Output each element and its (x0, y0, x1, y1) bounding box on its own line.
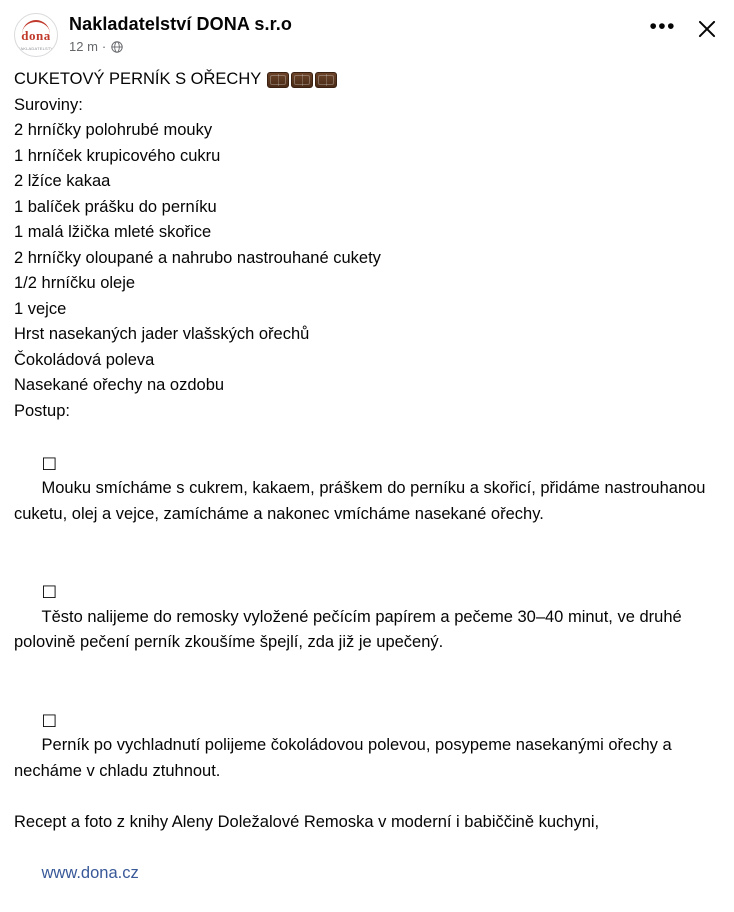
ingredient-item: 1/2 hrníčku oleje (14, 274, 136, 292)
recipe-title: CUKETOVÝ PERNÍK S OŘECHY (14, 70, 262, 88)
post-meta (69, 39, 647, 55)
ingredient-item: 2 lžíce kakaa (14, 172, 111, 190)
method-bullet-icon: □ (41, 452, 63, 472)
post-header (0, 0, 734, 61)
source-link-line (14, 835, 720, 912)
ingredient-item: Čokoládová poleva (14, 350, 155, 369)
avatar-arc-decoration (22, 20, 50, 34)
recipe-title-line (14, 67, 720, 93)
ingredient-item: 2 hrníčky polohrubé mouky (14, 121, 213, 139)
chocolate-bar-icon (267, 72, 289, 88)
method-step (14, 553, 720, 682)
close-icon[interactable] (696, 18, 718, 40)
method-heading: Postup: (14, 401, 70, 420)
ellipsis-icon[interactable]: ••• (649, 15, 676, 38)
method-step-text: Mouku smícháme s cukrem, kakaem, práškem do perníku a skořicí, přidáme nastrouhanou cuketu, olej a vejce, zamícháme a nakonec vmícháme nasekané ořechy. (14, 479, 711, 523)
ingredient-item: 1 vejce (14, 299, 67, 318)
post-header-actions (647, 12, 720, 40)
meta-separator: · (101, 39, 107, 54)
page-name[interactable]: Nakladatelství DONA s.r.o (69, 14, 292, 34)
chocolate-bar-emoji-group (267, 72, 337, 88)
ingredients-heading: Suroviny: (14, 95, 83, 114)
method-step (14, 424, 720, 553)
avatar[interactable] (14, 13, 58, 57)
post-header-text (69, 12, 647, 55)
globe-icon[interactable] (111, 41, 123, 53)
avatar-logo-text: dona (21, 27, 51, 43)
website-link[interactable]: www.dona.cz (41, 863, 139, 882)
ingredient-item: 2 hrníčky oloupané a nahrubo nastrouhané cukety (14, 248, 381, 267)
method-step-text: Těsto nalijeme do remosky vyložené pečícím papírem a pečeme 30–40 minut, ve druhé polovině pečení perník zkoušíme špejlí, zda již je upečený. (14, 607, 687, 651)
method-bullet-icon: □ (41, 709, 63, 729)
method-step-text: Perník po vychladnutí polijeme čokoládovou polevou, posypeme nasekanými ořechy a necháme v chladu ztuhnout. (14, 736, 677, 780)
chocolate-bar-icon (315, 72, 337, 88)
avatar-logo-subtext: NAKLADATELSTVÍ (17, 46, 55, 51)
ingredient-item: Nasekané ořechy na ozdobu (14, 376, 225, 394)
source-note: Recept a foto z knihy Aleny Doležalové Remoska v moderní i babiččině kuchyni, (14, 812, 600, 831)
chocolate-bar-icon (291, 72, 313, 88)
post-timestamp[interactable]: 12 m (69, 39, 98, 54)
method-bullet-icon: □ (41, 581, 63, 600)
ingredient-item: 1 balíček prášku do perníku (14, 197, 217, 216)
ingredient-item: Hrst nasekaných jader vlašských ořechů (14, 325, 310, 343)
ingredient-item: 1 hrníček krupicového cukru (14, 146, 221, 165)
ingredient-item: 1 malá lžička mleté skořice (14, 223, 212, 241)
post-body (0, 61, 734, 912)
method-step (14, 681, 720, 810)
